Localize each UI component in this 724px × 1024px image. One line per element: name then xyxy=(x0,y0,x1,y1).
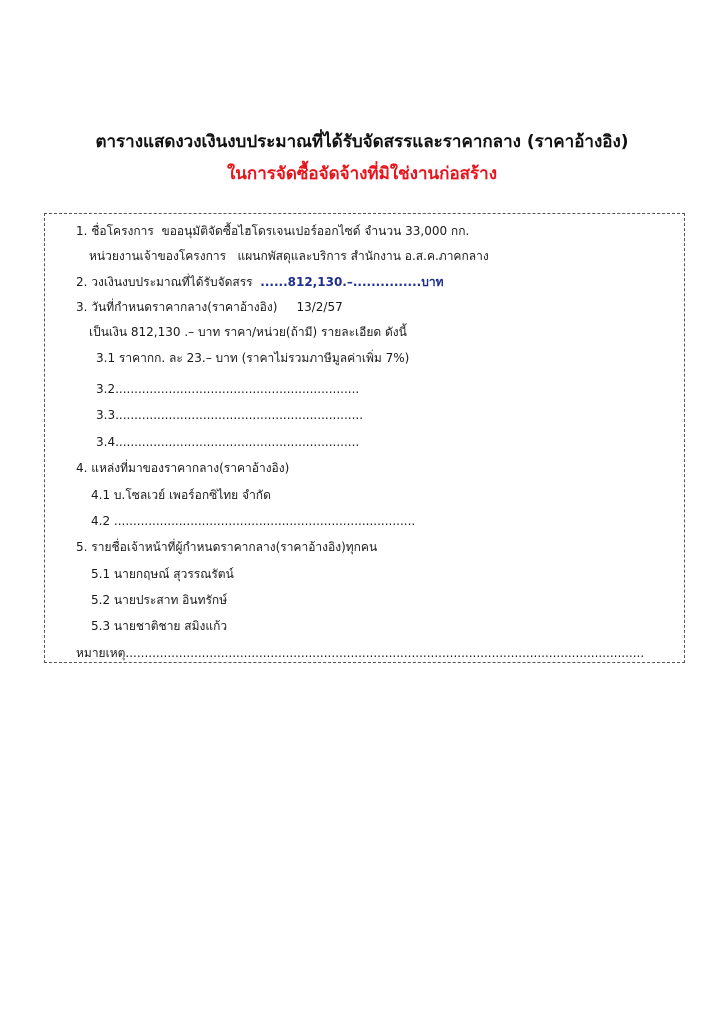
project-name-row xyxy=(76,223,469,239)
budget-row xyxy=(76,274,444,290)
source-subitem-4-1: 4.1 บ.โซลเวย์ เพอร์อกซิไทย จำกัด xyxy=(91,488,271,502)
official-5-1: 5.1 นายกฤษณ์ สุวรรณรัตน์ xyxy=(91,567,234,581)
page-subtitle: ในการจัดซื้อจัดจ้างที่มิใช่งานก่อสร้าง xyxy=(226,164,498,184)
project-name-label: 1. ชื่อโครงการ xyxy=(76,224,154,238)
official-5-3: 5.3 นายชาติชาย สมิงแก้ว xyxy=(91,619,228,633)
price-subitem-3-4: 3.4................................................................ xyxy=(96,435,360,449)
price-date-value: 13/2/57 xyxy=(296,300,343,314)
price-date-label: 3. วันที่กำหนดราคากลาง(ราคาอ้างอิง) xyxy=(76,300,278,314)
price-date-row xyxy=(76,299,343,315)
agency-row xyxy=(89,248,489,264)
official-5-2: 5.2 นายประสาท อินทรักษ์ xyxy=(91,593,228,607)
amount-detail-line: เป็นเงิน 812,130 .– บาท ราคา/หน่วย(ถ้ามี) รายละเอียด ดังนี้ xyxy=(89,325,407,339)
agency-value: แผนกพัสดุและบริการ สำนักงาน อ.ส.ค.ภาคกลาง xyxy=(237,249,489,263)
source-subitem-4-2: 4.2 ............................................................................... xyxy=(91,514,416,528)
project-name-value: ขออนุมัติจัดซื้อไฮโดรเจนเปอร์ออกไซด์ จำนวน 33,000 กก. xyxy=(161,224,470,238)
price-subitem-3-1: 3.1 ราคากก. ละ 23.– บาท (ราคาไม่รวมภาษีมูลค่าเพิ่ม 7%) xyxy=(96,351,410,365)
price-subitem-3-2: 3.2................................................................ xyxy=(96,382,360,396)
agency-label: หน่วยงานเจ้าของโครงการ xyxy=(89,249,227,263)
page-title: ตารางแสดงวงเงินงบประมาณที่ได้รับจัดสรรและราคากลาง (ราคาอ้างอิง) xyxy=(95,132,629,152)
price-source-label: 4. แหล่งที่มาของราคากลาง(ราคาอ้างอิง) xyxy=(76,461,290,475)
remarks-line: หมายเหตุ........................................................................................................................................ xyxy=(76,646,645,660)
budget-label: 2. วงเงินงบประมาณที่ได้รับจัดสรร xyxy=(76,275,253,289)
officials-label: 5. รายชื่อเจ้าหน้าที่ผู้กำหนดราคากลาง(ราคาอ้างอิง)ทุกคน xyxy=(76,540,378,554)
budget-amount: ......812,130.–...............บาท xyxy=(260,275,444,289)
price-subitem-3-3: 3.3................................................................. xyxy=(96,408,364,422)
